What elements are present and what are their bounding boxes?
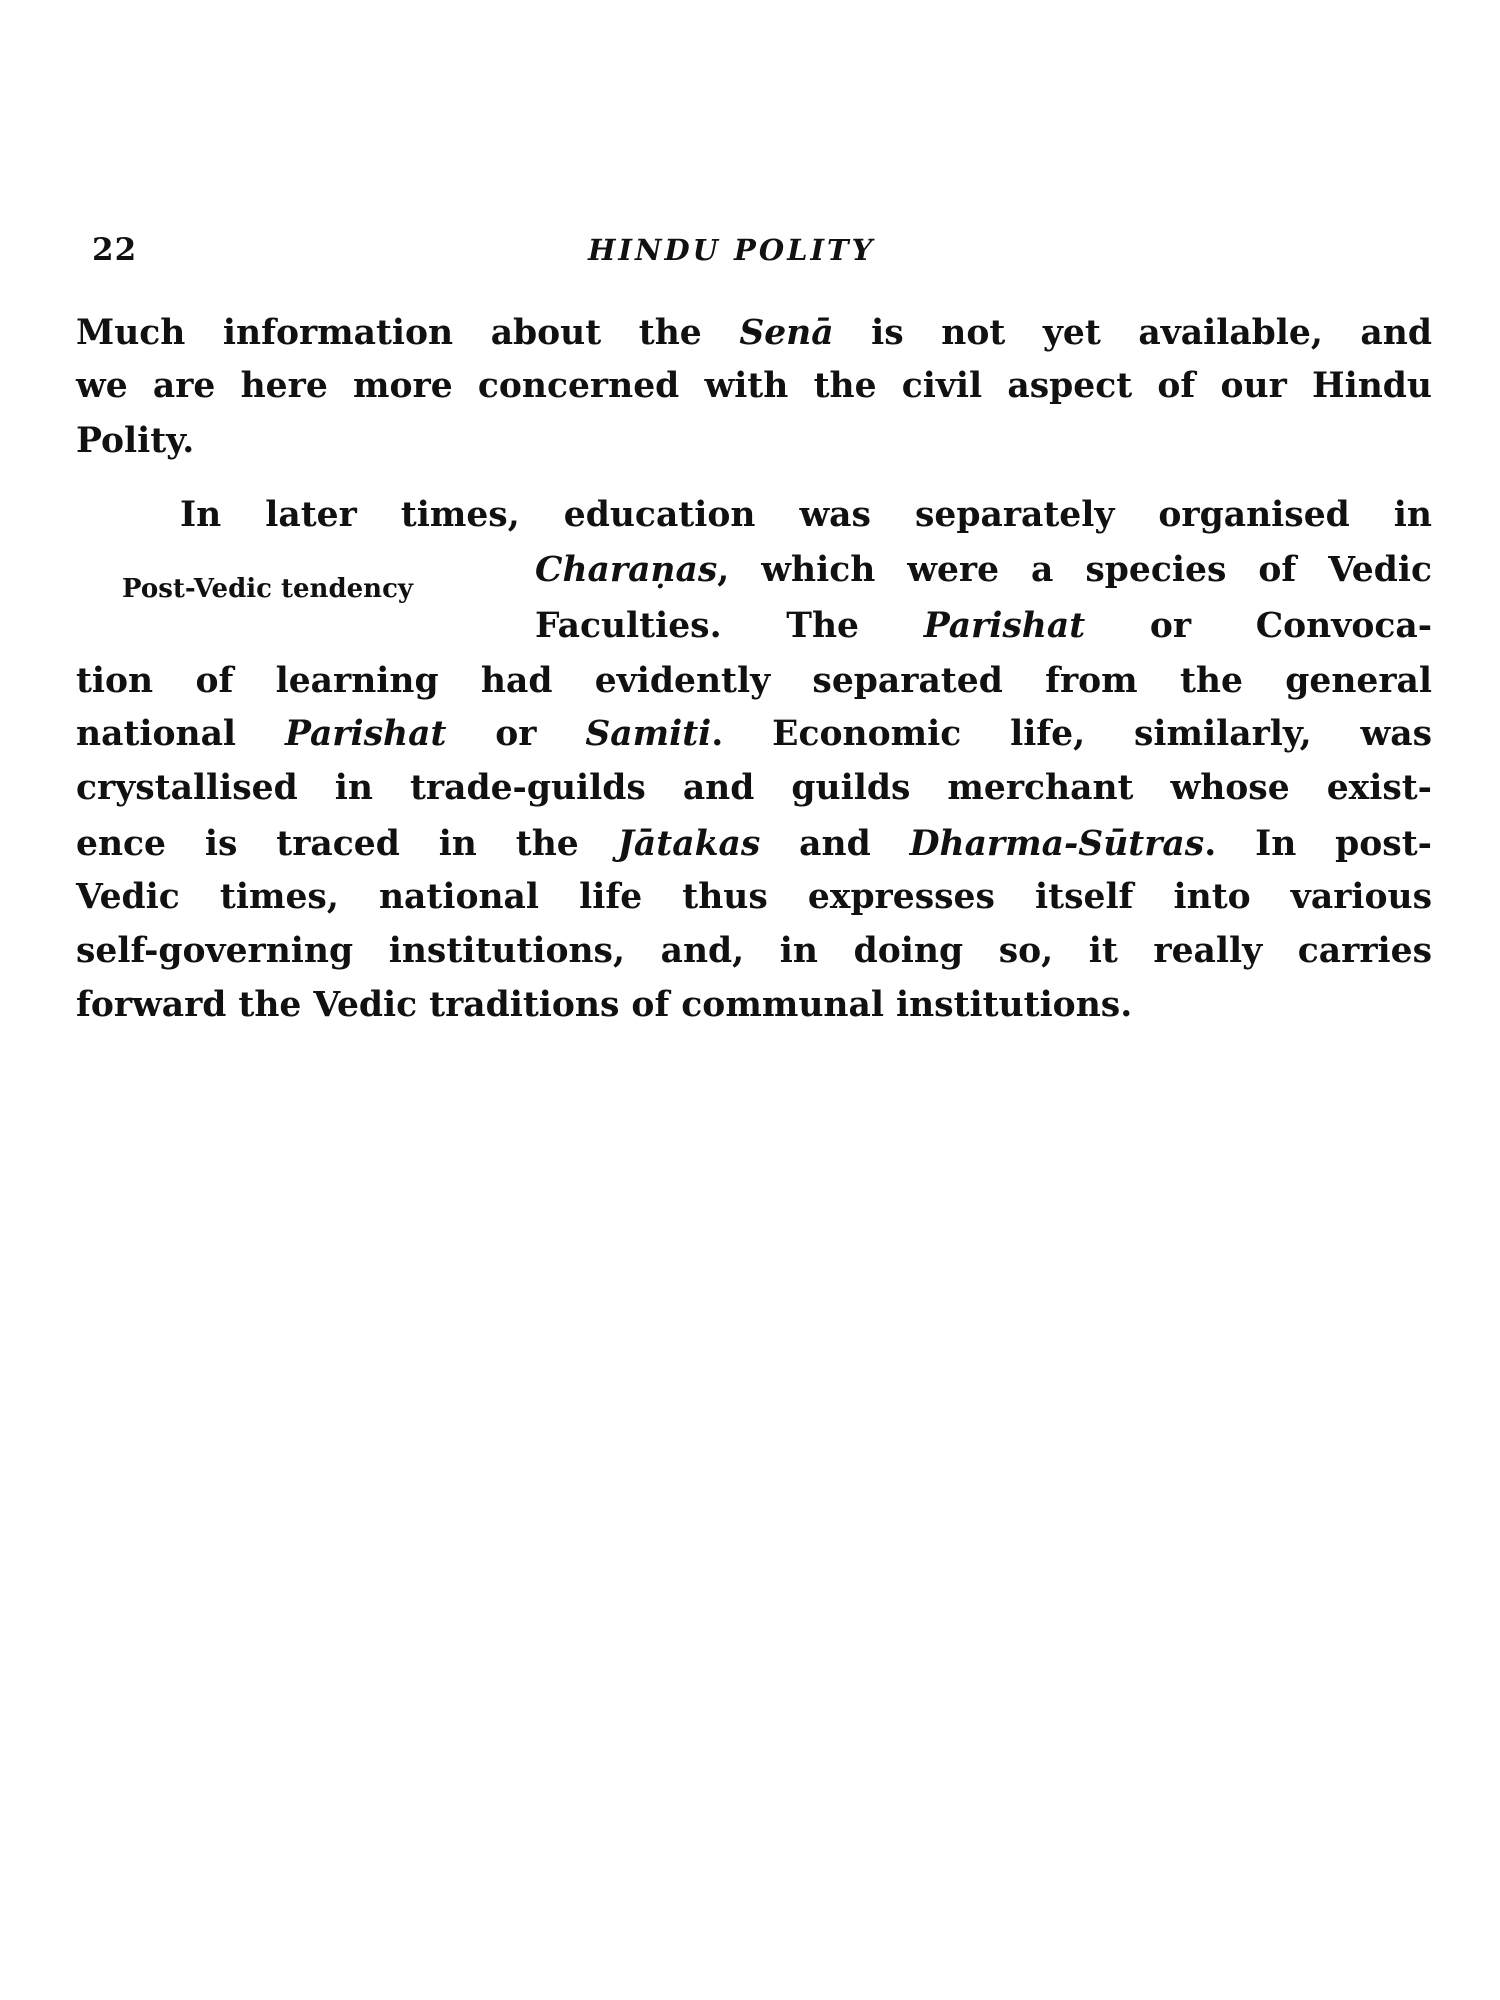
text-line: tion of learning had evidently separated from the general bbox=[76, 661, 1432, 701]
text-line: Polity. bbox=[76, 421, 195, 461]
running-title: HINDU POLITY bbox=[588, 233, 876, 267]
text-line: forward the Vedic traditions of communal institutions. bbox=[76, 985, 1133, 1025]
text-line: In later times, education was separately organised in bbox=[180, 495, 1432, 535]
margin-note: Post-Vedic tendency bbox=[122, 574, 414, 604]
text-line: Vedic times, national life thus expresses itself into various bbox=[76, 877, 1432, 917]
text-line: ence is traced in the Jātakas and Dharma-Sūtras. In post- bbox=[76, 824, 1432, 864]
text-line: Much information about the Senā is not yet available, and bbox=[76, 313, 1432, 353]
text-line: Faculties. The Parishat or Convoca- bbox=[535, 606, 1433, 646]
page-number: 22 bbox=[92, 232, 138, 268]
text-line: Charaṇas, which were a species of Vedic bbox=[535, 550, 1432, 590]
text-line: we are here more concerned with the civil aspect of our Hindu bbox=[76, 366, 1432, 406]
text-line: national Parishat or Samiti. Economic life, similarly, was bbox=[76, 714, 1432, 754]
text-line: crystallised in trade-guilds and guilds merchant whose exist- bbox=[76, 768, 1432, 808]
text-line: self-governing institutions, and, in doing so, it really carries bbox=[76, 931, 1432, 971]
